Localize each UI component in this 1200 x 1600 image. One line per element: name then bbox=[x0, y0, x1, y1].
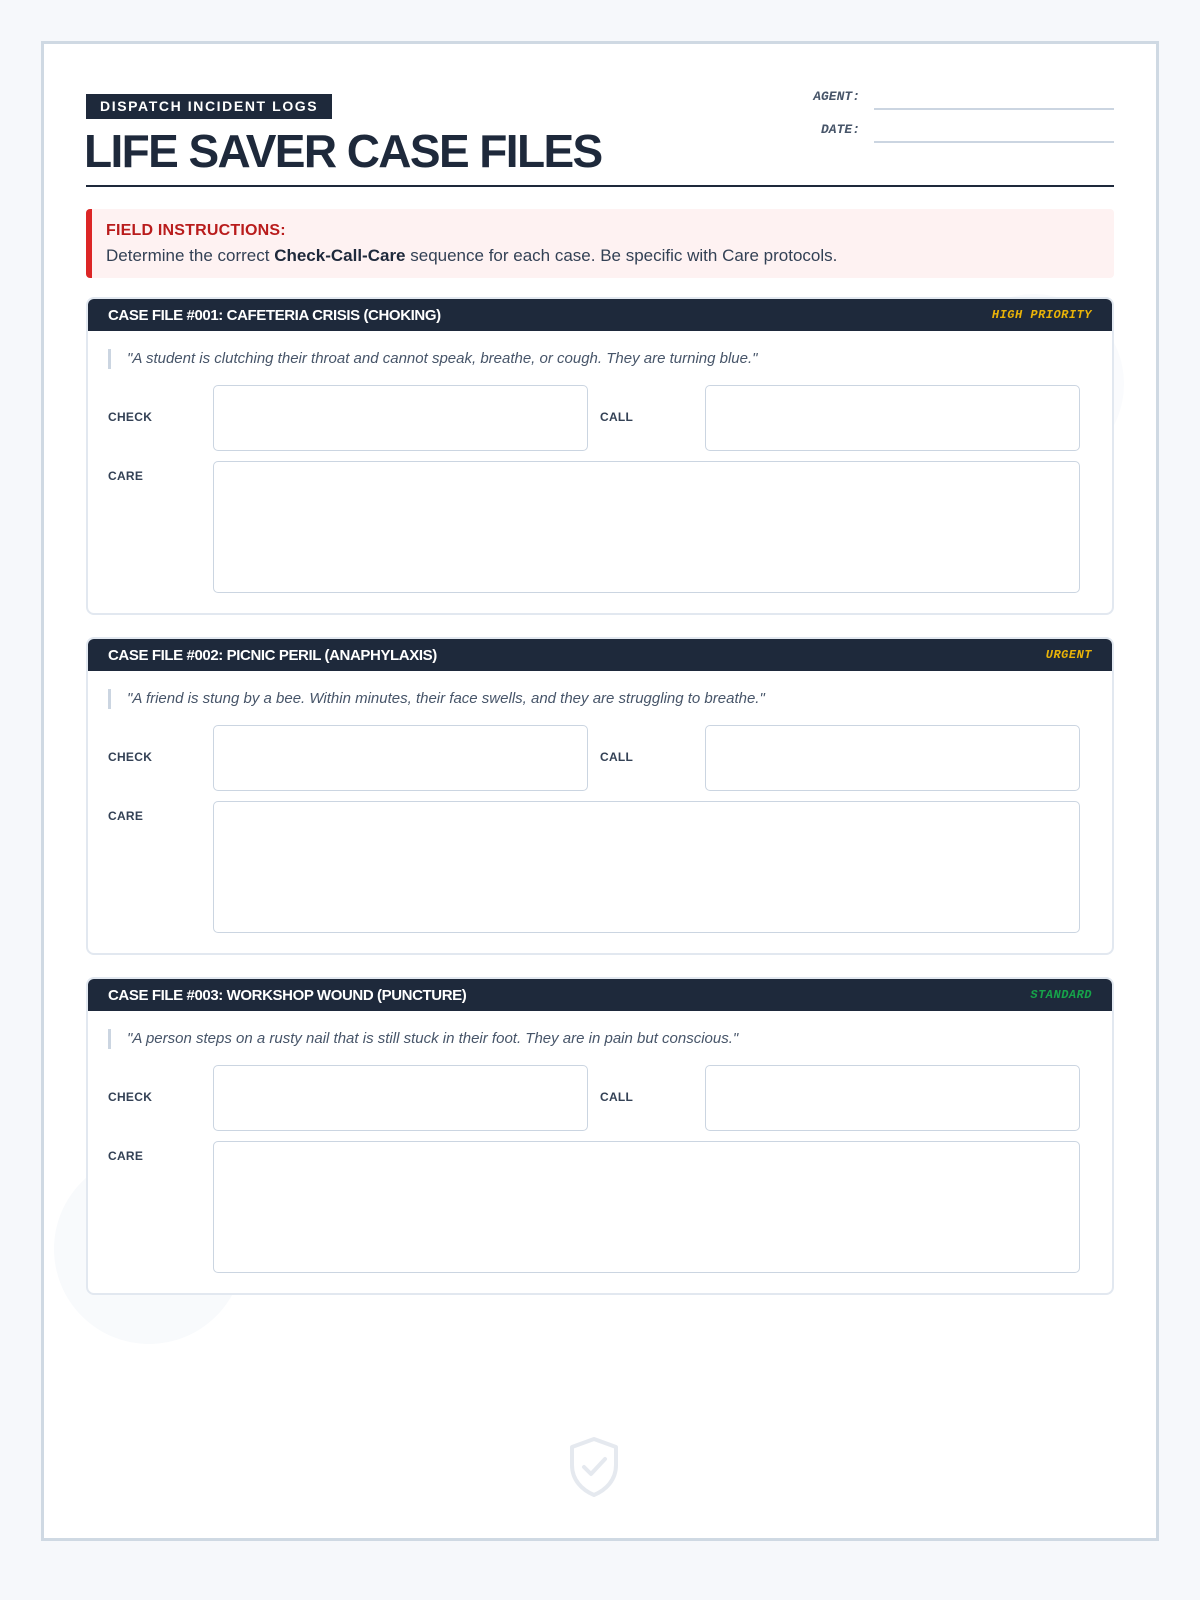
care-answer-box[interactable] bbox=[213, 461, 1080, 593]
call-label: CALL bbox=[600, 1090, 634, 1104]
case-scenario: "A friend is stung by a bee. Within minutes, their face swells, and they are struggling to breathe." bbox=[108, 689, 765, 709]
care-label: CARE bbox=[108, 469, 144, 483]
field-instructions bbox=[86, 209, 1114, 278]
instructions-text: Determine the correct Check-Call-Care sequence for each case. Be specific with Care protocols. bbox=[106, 246, 838, 265]
case-title: CASE FILE #003: WORKSHOP WOUND (PUNCTURE) bbox=[108, 986, 467, 1004]
case-card-001 bbox=[86, 297, 1114, 615]
case-scenario: "A student is clutching their throat and cannot speak, breathe, or cough. They are turning blue." bbox=[108, 349, 757, 369]
header-divider bbox=[86, 185, 1114, 187]
care-label: CARE bbox=[108, 809, 144, 823]
instructions-emphasis: Check-Call-Care bbox=[274, 246, 406, 265]
case-card-002 bbox=[86, 637, 1114, 955]
priority-badge: STANDARD bbox=[1030, 988, 1092, 1002]
case-scenario: "A person steps on a rusty nail that is still stuck in their foot. They are in pain but conscious." bbox=[108, 1029, 738, 1049]
header-tag: DISPATCH INCIDENT LOGS bbox=[86, 94, 332, 119]
shield-check-icon bbox=[567, 1436, 621, 1498]
priority-badge: URGENT bbox=[1045, 648, 1092, 662]
agent-field bbox=[800, 84, 1114, 110]
call-answer-box[interactable] bbox=[705, 385, 1080, 451]
check-answer-box[interactable] bbox=[213, 385, 588, 451]
case-header bbox=[88, 299, 1112, 331]
call-answer-box[interactable] bbox=[705, 1065, 1080, 1131]
check-label: CHECK bbox=[108, 1090, 153, 1104]
care-answer-box[interactable] bbox=[213, 801, 1080, 933]
agent-label: AGENT: bbox=[813, 89, 860, 104]
call-answer-box[interactable] bbox=[705, 725, 1080, 791]
case-title: CASE FILE #001: CAFETERIA CRISIS (CHOKING) bbox=[108, 306, 441, 324]
date-label: DATE: bbox=[820, 122, 860, 137]
care-answer-box[interactable] bbox=[213, 1141, 1080, 1273]
page-title: LIFE SAVER CASE FILES bbox=[84, 125, 602, 177]
case-title: CASE FILE #002: PICNIC PERIL (ANAPHYLAXIS) bbox=[108, 646, 437, 664]
instructions-title: FIELD INSTRUCTIONS: bbox=[106, 222, 286, 239]
call-label: CALL bbox=[600, 750, 634, 764]
care-label: CARE bbox=[108, 1149, 144, 1163]
worksheet-page bbox=[41, 41, 1159, 1541]
check-label: CHECK bbox=[108, 410, 153, 424]
date-input-line[interactable] bbox=[874, 117, 1114, 143]
case-header bbox=[88, 979, 1112, 1011]
check-answer-box[interactable] bbox=[213, 725, 588, 791]
check-answer-box[interactable] bbox=[213, 1065, 588, 1131]
agent-input-line[interactable] bbox=[874, 84, 1114, 110]
priority-badge: HIGH PRIORITY bbox=[991, 308, 1092, 322]
case-card-003 bbox=[86, 977, 1114, 1295]
date-field bbox=[800, 117, 1114, 143]
check-label: CHECK bbox=[108, 750, 153, 764]
case-header bbox=[88, 639, 1112, 671]
call-label: CALL bbox=[600, 410, 634, 424]
